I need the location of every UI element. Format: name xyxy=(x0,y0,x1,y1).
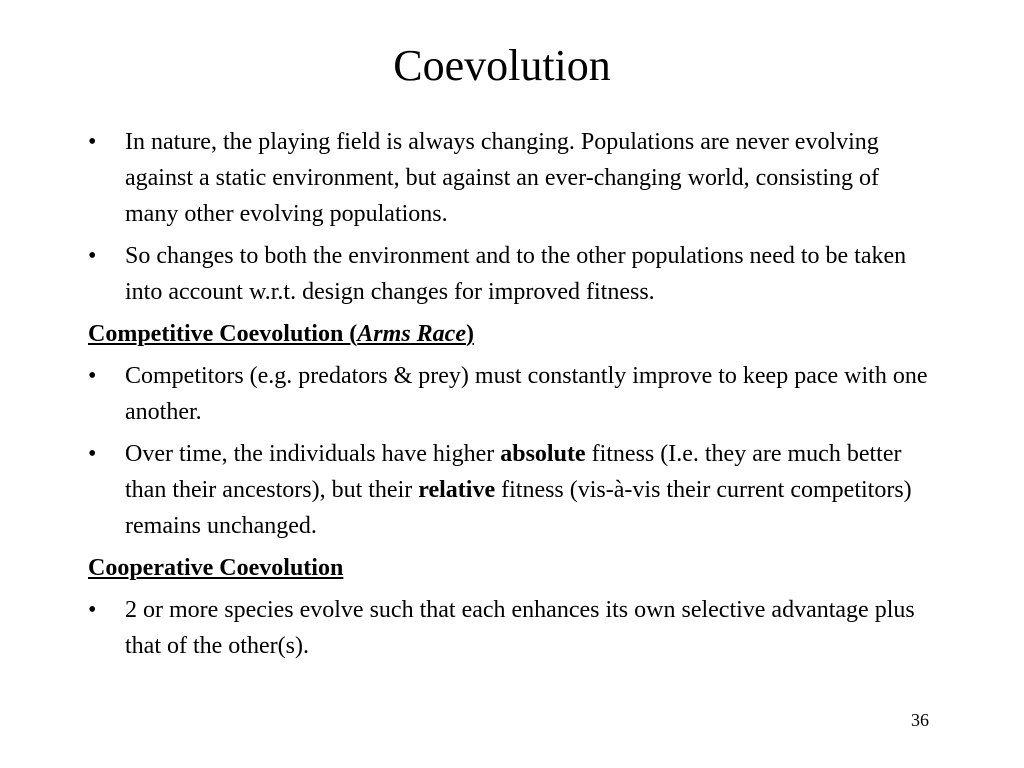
bullet-dot-icon: • xyxy=(88,129,97,155)
bullet-text: 2 or more species evolve such that each enhances its own selective advantage plus that of the other(s). xyxy=(125,597,915,659)
heading-text: Competitive Coevolution ( xyxy=(88,321,358,347)
bold-text-relative: relative xyxy=(418,477,496,503)
slide-title: Coevolution xyxy=(393,41,611,90)
bullet-item-competitors xyxy=(88,358,938,430)
bullet-text: Competitors (e.g. predators & prey) must constantly improve to keep pace with one another. xyxy=(125,363,928,425)
bullet-item-species xyxy=(88,592,938,664)
heading-italic-text: Arms Race xyxy=(357,321,466,347)
bullet-text: So changes to both the environment and to the other populations need to be taken into account w.r.t. design changes for improved fitness. xyxy=(125,243,907,305)
bullet-dot-icon: • xyxy=(88,243,97,269)
bullet-text xyxy=(125,441,912,539)
text-run: fitness (I.e. they are much better than their ancestors), but their xyxy=(125,441,902,503)
bullet-dot-icon: • xyxy=(88,441,97,467)
text-run: Over time, the individuals have higher xyxy=(125,441,501,467)
section-heading-cooperative: Cooperative Coevolution xyxy=(88,555,344,581)
page-number: 36 xyxy=(911,710,929,730)
heading-text: ) xyxy=(465,321,474,347)
bullet-text: In nature, the playing field is always changing. Populations are never evolving against a static environment, but against an ever-changing world, consisting of many other evolving populations. xyxy=(125,129,879,227)
bold-text-absolute: absolute xyxy=(500,441,586,467)
bullet-dot-icon: • xyxy=(88,597,97,623)
section-heading-competitive xyxy=(88,316,938,352)
bullet-dot-icon: • xyxy=(88,363,97,389)
slide-content xyxy=(88,124,938,670)
bullet-item-nature xyxy=(88,124,938,232)
bullet-item-changes xyxy=(88,238,938,310)
bullet-item-over-time xyxy=(88,436,938,544)
text-run: fitness (vis-à-vis their current competitors) remains unchanged. xyxy=(125,477,912,539)
